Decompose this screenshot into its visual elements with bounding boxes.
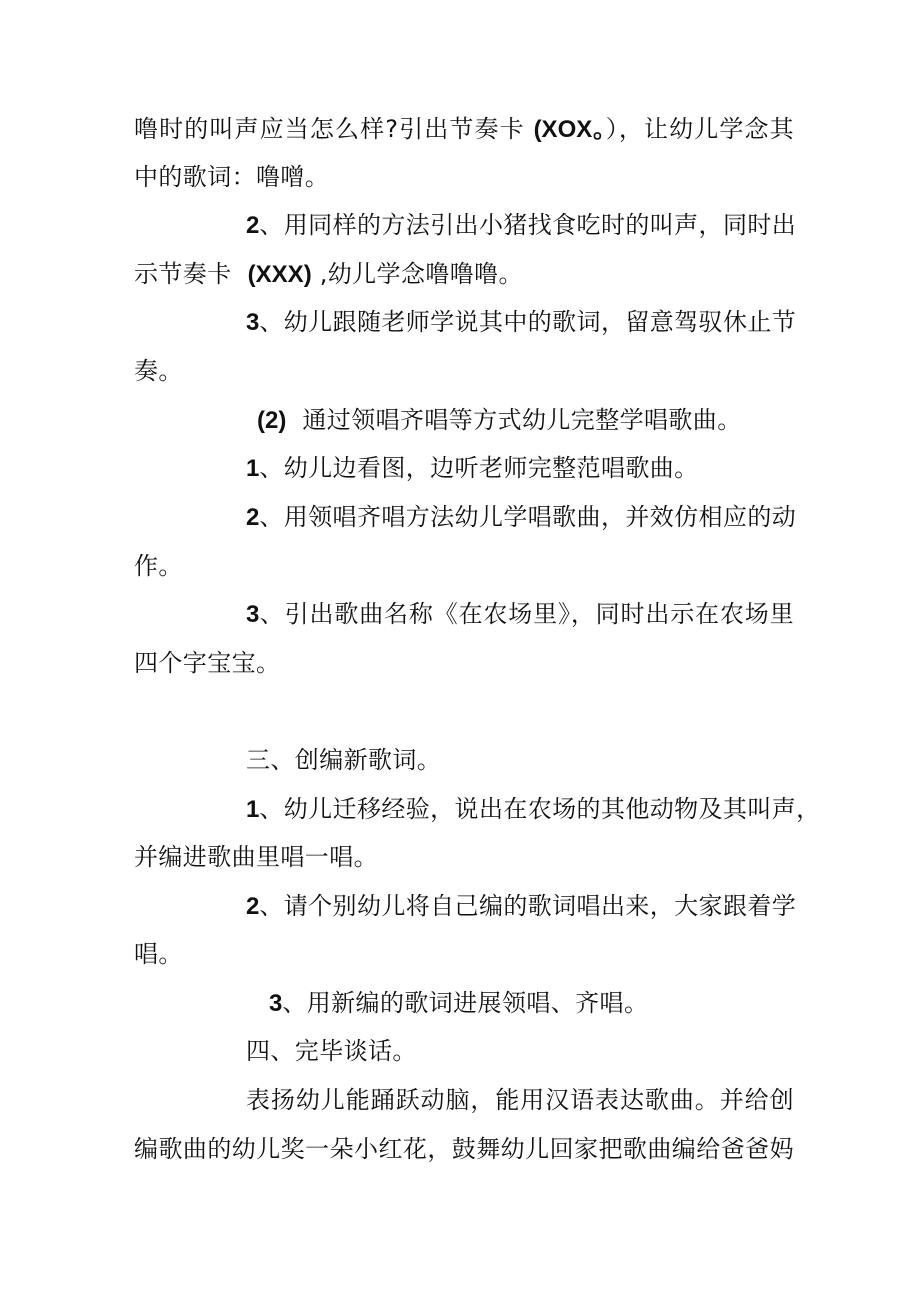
text-line-10: 作。 bbox=[134, 552, 183, 580]
text-line-18 bbox=[269, 987, 794, 1020]
text-line-16 bbox=[246, 890, 797, 923]
text-line-12: 四个字宝宝。 bbox=[134, 649, 281, 677]
item-number: 2 bbox=[246, 893, 260, 920]
item-number: 3 bbox=[246, 309, 260, 336]
section-heading-4: 四、完毕谈话。 bbox=[246, 1037, 417, 1065]
text-line-5 bbox=[246, 306, 797, 339]
text-line-21: 编歌曲的幼儿奖一朵小红花，鼓舞幼儿回家把歌曲编给爸爸妈 bbox=[134, 1135, 794, 1163]
item-number: 1 bbox=[246, 455, 260, 482]
text-line-20: 表扬幼儿能踊跃动脑，能用汉语表达歌曲。并给创 bbox=[246, 1086, 794, 1114]
text-line-4 bbox=[134, 258, 794, 291]
text-line-17: 唱。 bbox=[134, 940, 183, 968]
item-number: 1 bbox=[246, 796, 260, 823]
rhythm-card-label: (XXX) bbox=[247, 261, 312, 288]
section-number: (2) bbox=[257, 407, 287, 434]
text-segment: 、幼儿跟随老师学说其中的歌词，留意驾驭休止节 bbox=[259, 308, 797, 336]
section-heading-3: 三、创编新歌词。 bbox=[246, 746, 442, 774]
rhythm-card-label: (XOX。 bbox=[533, 116, 606, 143]
text-segment: 噜时的叫声应当怎么样?引出节奏卡 bbox=[134, 115, 525, 143]
text-segment: 、用领唱齐唱方法幼儿学唱歌曲，并效仿相应的动 bbox=[259, 503, 797, 531]
text-segment: 示节奏卡 bbox=[134, 260, 232, 288]
text-segment: ,幼儿学念噜噜噜。 bbox=[319, 260, 523, 288]
item-number: 2 bbox=[246, 212, 260, 239]
text-segment: ），让幼儿学念其 bbox=[605, 115, 795, 143]
text-line-15: 并编进歌曲里唱一唱。 bbox=[134, 843, 378, 871]
text-line-11 bbox=[246, 598, 794, 631]
item-number: 2 bbox=[246, 504, 260, 531]
text-line-9 bbox=[246, 501, 797, 534]
item-number: 3 bbox=[246, 601, 260, 628]
text-line-1 bbox=[134, 113, 794, 146]
text-line-6: 奏。 bbox=[134, 357, 183, 385]
text-line-8 bbox=[246, 452, 794, 485]
text-line-3 bbox=[246, 209, 797, 242]
item-number: 3 bbox=[269, 990, 283, 1017]
text-segment: 、幼儿边看图，边听老师完整范唱歌曲。 bbox=[259, 454, 699, 482]
text-segment: 、用新编的歌词进展领唱、齐唱。 bbox=[282, 989, 649, 1017]
text-line-2: 中的歌词：噜噌。 bbox=[134, 163, 330, 191]
text-line-14 bbox=[246, 793, 821, 826]
text-segment: 、用同样的方法引出小猪找食吃时的叫声，同时出 bbox=[259, 211, 797, 239]
text-segment: 、幼儿迁移经验，说出在农场的其他动物及其叫声， bbox=[259, 795, 821, 823]
text-line-7 bbox=[257, 404, 794, 437]
text-segment: 、引出歌曲名称《在农场里》，同时出示在农场里 bbox=[259, 600, 794, 628]
text-segment: 通过领唱齐唱等方式幼儿完整学唱歌曲。 bbox=[302, 406, 742, 434]
text-segment: 、请个别幼儿将自己编的歌词唱出来，大家跟着学 bbox=[259, 892, 797, 920]
